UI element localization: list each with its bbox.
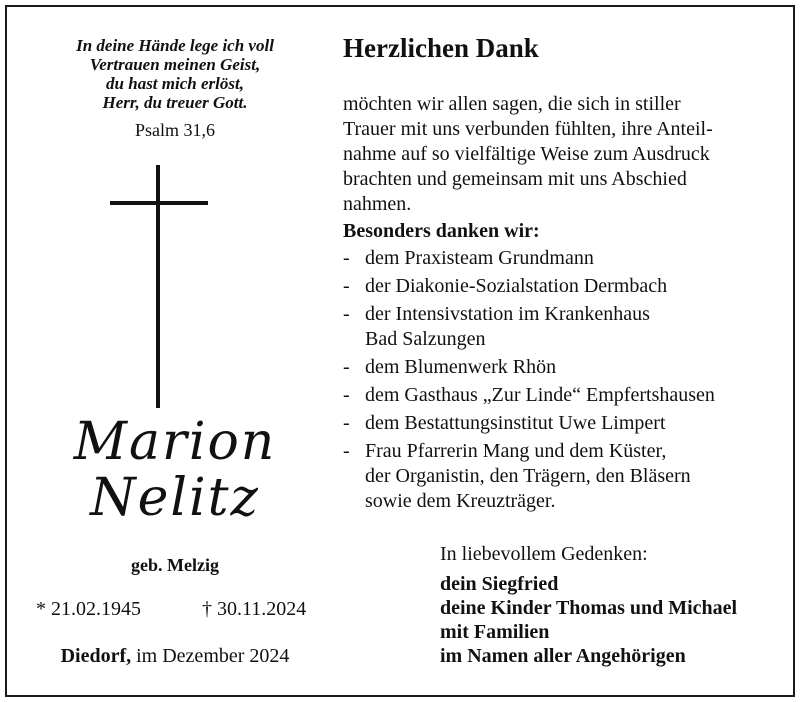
verse-line: Herr, du treuer Gott. [102,93,248,112]
list-item [343,302,773,352]
intro-line: brachten und gemeinsam mit uns Abschied [343,168,687,190]
list-item [343,439,773,514]
list-dash: - [343,412,350,434]
intro-line: nahme auf so vielfältige Weise zum Ausdruck [343,143,710,165]
memory-line: In liebevollem Gedenken: [440,543,648,565]
thanks-heading: Besonders danken wir: [343,220,540,242]
signer-line: mit Familien [440,621,550,643]
list-item-text: sowie dem Kreuzträger. [365,490,556,512]
list-dash: - [343,275,350,297]
list-item-text: der Diakonie-Sozialstation Dermbach [365,275,668,297]
list-item [343,411,773,436]
signer-line: dein Siegfried [440,573,559,595]
list-item-text: der Organistin, den Trägern, den Bläsern [365,465,691,487]
date-text: im Dezember 2024 [131,645,290,667]
deceased-first-name: Marion [73,412,277,472]
list-dash: - [343,303,350,325]
list-item-text: dem Blumenwerk Rhön [365,356,557,378]
birth-name: geb. Melzig [131,555,219,575]
list-item [343,274,773,299]
list-item [343,355,773,380]
list-item-text: dem Gasthaus „Zur Linde“ Empfertshausen [365,384,715,406]
notice-title: Herzlichen Dank [343,33,539,63]
list-item-text: dem Bestattungsinstitut Uwe Limpert [365,412,666,434]
verse-line: In deine Hände lege ich voll [76,36,274,55]
signer-line: im Namen aller Angehörigen [440,645,686,667]
list-dash: - [343,247,350,269]
signer-line: deine Kinder Thomas und Michael [440,597,738,619]
thanks-list [343,246,773,517]
intro-line: Trauer mit uns verbunden fühlten, ihre Anteil- [343,118,713,140]
list-item-text: der Intensivstation im Krankenhaus [365,303,650,325]
verse-reference: Psalm 31,6 [134,120,215,140]
death-date: † 30.11.2024 [202,598,307,620]
place-and-date [30,645,320,668]
list-dash: - [343,384,350,406]
verse-line: Vertrauen meinen Geist, [89,55,261,74]
birth-date: * 21.02.1945 [36,598,141,620]
verse-line: du hast mich erlöst, [106,74,244,93]
deceased-last-name: Nelitz [90,468,260,528]
list-dash: - [343,440,350,462]
bible-verse [40,36,310,112]
list-item [343,246,773,271]
list-item-text: Frau Pfarrerin Mang und dem Küster, [365,440,667,462]
list-dash: - [343,356,350,378]
cross-horizontal-bar [110,201,208,205]
place: Diedorf, [60,645,132,667]
list-item-text: Bad Salzungen [365,328,486,350]
list-item-text: dem Praxisteam Grundmann [365,247,594,269]
signers [440,572,737,668]
intro-paragraph [343,92,763,217]
intro-line: nahmen. [343,193,412,215]
intro-line: möchten wir allen sagen, die sich in stiller [343,93,681,115]
list-item [343,383,773,408]
